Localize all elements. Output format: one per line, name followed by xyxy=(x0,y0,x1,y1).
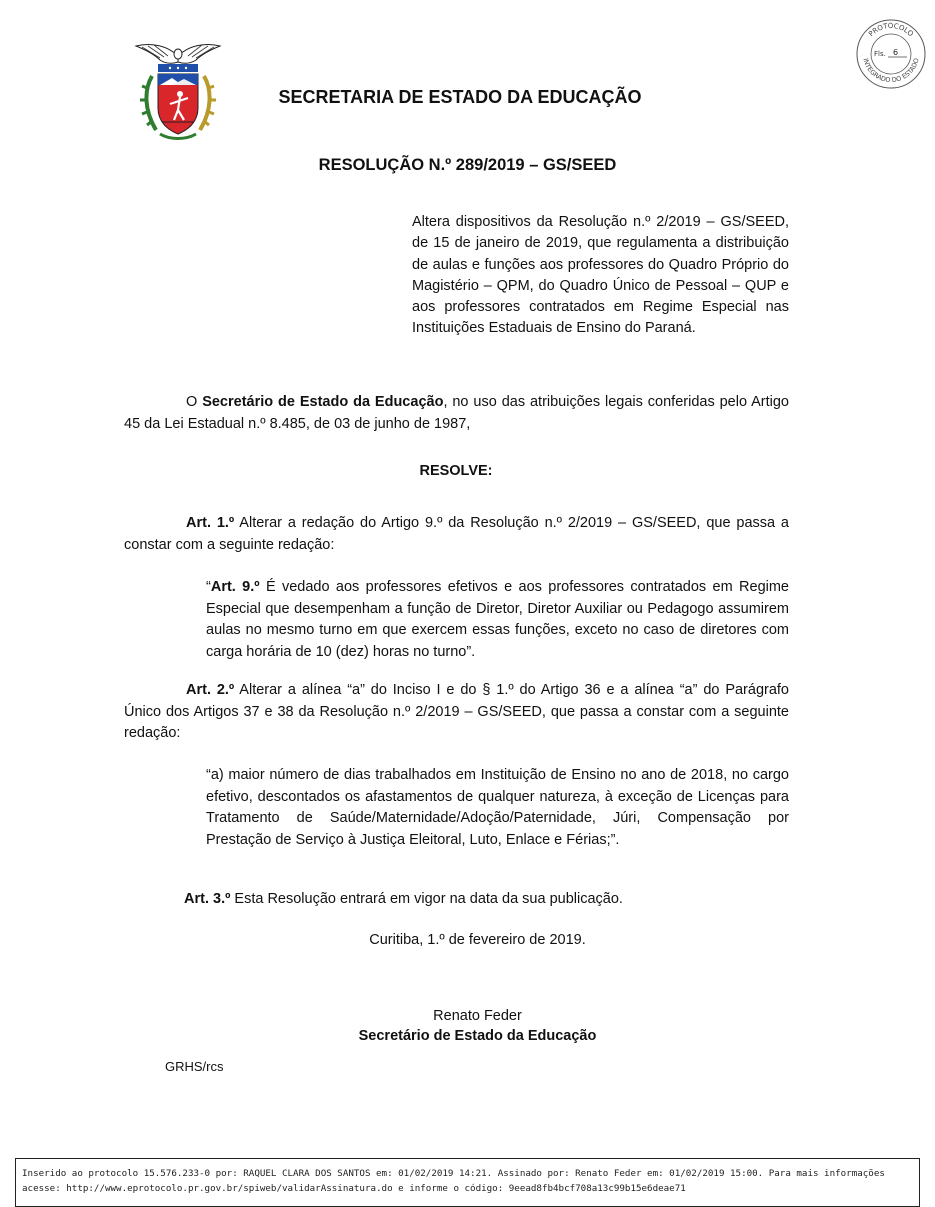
stamp-fls-number: 6 xyxy=(893,48,899,57)
stamp-ring-top: PROTOCOLO xyxy=(867,21,915,39)
article-3 xyxy=(184,891,623,907)
stamp-ring-bottom: INTEGRADO DO ESTADO xyxy=(861,57,921,85)
svg-text:INTEGRADO DO ESTADO xyxy=(861,57,920,84)
footer-line-2: acesse: http://www.eprotocolo.pr.gov.br/spiweb/validarAssinatura.do e informe o código: 9eead8fb4bcf708a13c99b15e6deae71 xyxy=(22,1183,686,1194)
signatory-role: Secretário de Estado da Educação xyxy=(358,1028,597,1044)
ementa-paragraph: Altera dispositivos da Resolução n.º 2/2019 – GS/SEED, de 15 de janeiro de 2019, que regulamenta a distribuição de aulas e funções aos professores do Quadro Próprio do Magistério – QPM, do Quadro Único de Pessoal – QUP e aos professores contratados em Regime Especial nas Instituições Estaduais de Ensino do Paraná. xyxy=(412,214,789,337)
stamp-fls-label: Fls. xyxy=(874,50,886,58)
article-3-label: Art. 3.º xyxy=(184,891,231,907)
preamble-paragraph xyxy=(124,392,789,435)
article-1-label: Art. 1.º xyxy=(186,515,235,531)
article-2-label: Art. 2.º xyxy=(186,682,235,698)
quoted-article-9-label: Art. 9.º xyxy=(210,579,260,595)
resolve-heading: RESOLVE: xyxy=(419,463,493,479)
resolution-title: RESOLUÇÃO N.º 289/2019 – GS/SEED xyxy=(318,156,617,174)
organization-title: SECRETARIA DE ESTADO DA EDUCAÇÃO xyxy=(278,87,642,107)
preamble-bold: Secretário de Estado da Educação xyxy=(202,394,444,410)
footer-line-1: Inserido ao protocolo 15.576.233-0 por: RAQUEL CLARA DOS SANTOS em: 01/02/2019 14:21. Assinado por: Renato Feder em: 01/02/2019 15:00. Para mais informações xyxy=(22,1168,885,1179)
article-2 xyxy=(124,680,789,745)
article-1-text: Alterar a redação do Artigo 9.º da Resolução n.º 2/2019 – GS/SEED, que passa a constar com a seguinte redação: xyxy=(124,515,789,553)
document-initials: GRHS/rcs xyxy=(165,1059,224,1074)
article-2-text: Alterar a alínea “a” do Inciso I e do § 1.º do Artigo 36 e a alínea “a” do Parágrafo Único dos Artigos 37 e 38 da Resolução n.º 2/2019 – GS/SEED, que passa a constar com a seguinte redação: xyxy=(124,682,790,741)
place-and-date: Curitiba, 1.º de fevereiro de 2019. xyxy=(369,932,586,948)
signature-footer-box xyxy=(15,1158,920,1207)
preamble-lead: O xyxy=(186,394,198,410)
quoted-alinea-a: “a) maior número de dias trabalhados em Instituição de Ensino no ano de 2018, no cargo efetivo, descontados os afastamentos de qualquer natureza, à exceção de Licenças para Tratamento de Saúde/Maternidade/Adoção/Paternidade, Júri, Compensação por Prestação de Serviço à Justiça Eleitoral, Luto, Enlace e Férias;”. xyxy=(206,767,789,848)
preamble-rest: , no uso das atribuições legais conferidas pelo Artigo 45 da Lei Estadual n.º 8.485, de 03 de junho de 1987, xyxy=(124,394,789,432)
quoted-article-9-text: É vedado aos professores efetivos e aos professores contratados em Regime Especial que desempenham a função de Diretor, Diretor Auxiliar ou Pedagogo assumirem aulas no mesmo turno em que exercem essas funções, exceto no caso de diretores com carga horária de 10 (dez) horas no turno”. xyxy=(206,579,789,660)
protocol-stamp xyxy=(855,18,927,90)
quoted-article-9 xyxy=(206,577,789,663)
article-3-text: Esta Resolução entrará em vigor na data da sua publicação. xyxy=(230,891,623,907)
signatory-name: Renato Feder xyxy=(433,1008,522,1024)
article-1 xyxy=(124,513,789,556)
quote-open: “ xyxy=(206,579,211,595)
